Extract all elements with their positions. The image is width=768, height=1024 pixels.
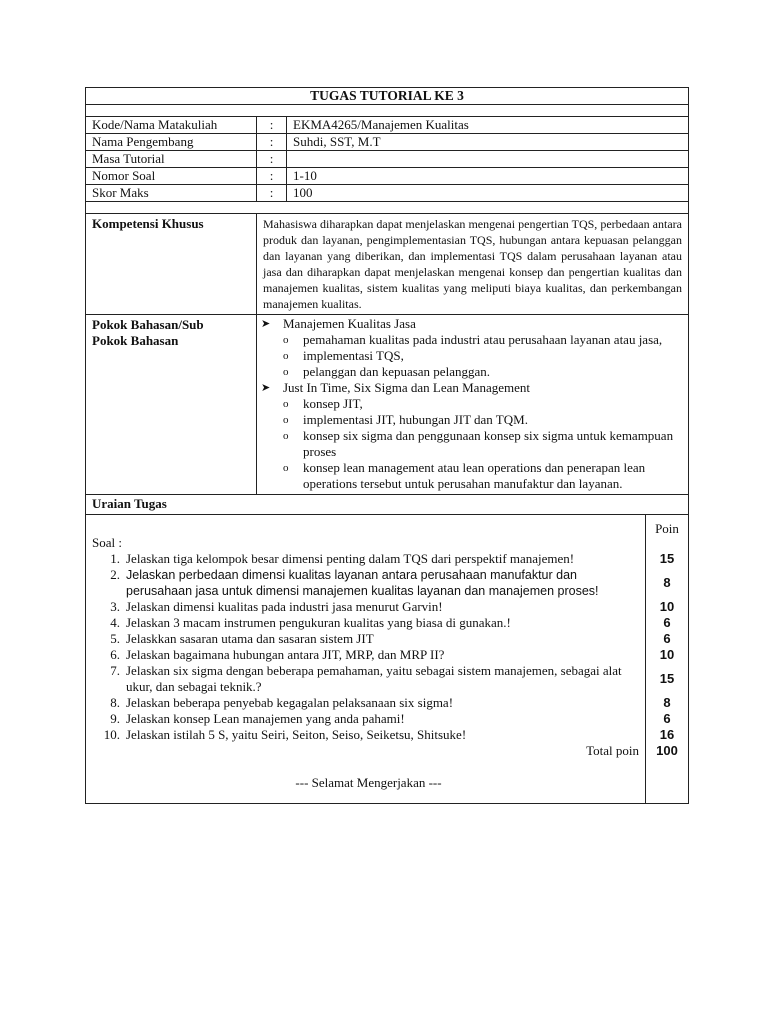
question-number: 3. [110,599,120,614]
info-value: EKMA4265/Manajemen Kualitas [287,117,689,134]
info-value [287,151,689,168]
subtopic-item [257,332,682,348]
subtopic-item [257,396,682,412]
question-text: Jelaskan tiga kelompok besar dimensi penting dalam TQS dari perspektif manajemen! [126,551,575,566]
info-row [86,185,689,202]
question-row [92,631,645,647]
question-text: Jelaskan 3 macam instrumen pengukuran kualitas yang biasa di gunakan.! [126,615,511,630]
total-value: 100 [656,743,678,758]
question-row [92,551,645,567]
kompetensi-paragraph: Mahasiswa diharapkan dapat menjelaskan mengenai pengertian TQS, perbedaan antara produk dan layanan, pengimplementasian TQS, hubungan antara kepuasan pelanggan dan layanan yang diberikan, dan implementasi TQS dalam perusahaan layanan atau jasa dan diharapkan dapat menjelaskan mengenai konsep dan pengertian kualitas dan manajemen kualitas, sistem kualitas yang meliputi biaya kualitas, dan perkembangan manajemen kualitas. [263,217,682,311]
subtopic-text: implementasi JIT, hubungan JIT dan TQM. [303,412,528,427]
poin-header: Poin [655,521,679,536]
info-row [86,168,689,185]
question-number: 7. [110,663,120,678]
question-number: 8. [110,695,120,710]
pokok-label-line1: Pokok Bahasan/Sub [92,317,204,332]
question-points: 6 [663,615,671,630]
question-number: 10. [103,727,120,742]
subtopic-item [257,428,682,460]
uraian-label: Uraian Tugas [86,495,689,515]
info-colon: : [257,168,287,185]
question-row [92,663,645,695]
topic-list [257,316,682,492]
total-label: Total poin [586,743,639,758]
info-colon: : [257,117,287,134]
subtopic-text: konsep JIT, [303,396,363,411]
pokok-content [257,315,689,495]
question-number: 5. [110,631,120,646]
closing-text: --- Selamat Mengerjakan --- [295,775,442,790]
question-points: 6 [663,631,671,646]
subtopic-list [257,332,682,380]
pokok-label [86,315,257,495]
spacer-row [86,202,689,214]
info-colon: : [257,185,287,202]
info-colon: : [257,151,287,168]
topic-item [257,380,682,492]
subtopic-text: pemahaman kualitas pada industri atau perusahaan layanan atau jasa, [303,332,663,347]
kompetensi-row [86,214,689,315]
question-row [92,727,645,743]
subtopic-text: implementasi TQS, [303,348,404,363]
points-list [646,551,688,743]
topic-item [257,316,682,380]
info-value: 1-10 [287,168,689,185]
question-number: 6. [110,647,120,662]
pokok-label-line2: Pokok Bahasan [92,333,179,348]
subtopic-text: pelanggan dan kepuasan pelanggan. [303,364,490,379]
subtopic-item [257,348,682,364]
question-points: 16 [659,727,675,742]
question-points: 15 [659,671,675,686]
info-row [86,117,689,134]
subtopic-list [257,396,682,492]
arrow-bullet-icon: ➤ [261,318,271,330]
info-row [86,134,689,151]
spacer-row [86,105,689,117]
question-row [92,647,645,663]
question-text: Jelaskan beberapa penyebab kegagalan pelaksanaan six sigma! [126,695,454,710]
circle-bullet-icon: o [283,414,289,426]
soal-label: Soal : [92,535,122,550]
subtopic-item [257,460,682,492]
subtopic-text: konsep six sigma dan penggunaan konsep six sigma untuk kemampuan proses [303,428,674,459]
circle-bullet-icon: o [283,462,289,474]
info-label: Nomor Soal [86,168,257,185]
points-column [646,515,688,803]
question-text: Jelaskan dimensi kualitas pada industri jasa menurut Garvin! [126,599,443,614]
question-number: 2. [110,567,120,582]
circle-bullet-icon: o [283,430,289,442]
questions-area [86,515,646,803]
circle-bullet-icon: o [283,334,289,346]
document-title: TUGAS TUTORIAL KE 3 [86,88,689,105]
subtopic-item [257,412,682,428]
question-points: 8 [663,695,671,710]
subtopic-item [257,364,682,380]
info-value: Suhdi, SST, M.T [287,134,689,151]
info-label: Masa Tutorial [86,151,257,168]
topic-title: Just In Time, Six Sigma dan Lean Management [283,380,530,395]
question-points: 10 [659,647,675,662]
question-text: Jelaskan six sigma dengan beberapa pemahaman, yaitu sebagai sistem manajemen, sebagai alat ukur, dan sebagai teknik.? [126,663,622,694]
question-number: 9. [110,711,120,726]
question-text: Jelaskan bagaimana hubungan antara JIT, MRP, dan MRP II? [126,647,445,662]
question-row [92,599,645,615]
question-number: 1. [110,551,120,566]
question-text: Jelaskan konsep Lean manajemen yang anda pahami! [126,711,405,726]
question-row [92,695,645,711]
kompetensi-text [257,214,689,315]
question-row [92,711,645,727]
kompetensi-label: Kompetensi Khusus [86,214,257,315]
question-points: 6 [663,711,671,726]
question-text: Jelaskkan sasaran utama dan sasaran sistem JIT [126,631,374,646]
info-label: Skor Maks [86,185,257,202]
question-points: 10 [659,599,675,614]
info-value: 100 [287,185,689,202]
question-number: 4. [110,615,120,630]
question-row [92,615,645,631]
subtopic-text: konsep lean management atau lean operations dan penerapan lean operations tersebut untuk perusahan manufaktur dan layanan. [303,460,646,491]
info-label: Kode/Nama Matakuliah [86,117,257,134]
circle-bullet-icon: o [283,366,289,378]
question-row [92,567,645,599]
circle-bullet-icon: o [283,350,289,362]
question-text: Jelaskan perbedaan dimensi kualitas layanan antara perusahaan manufaktur dan perusahaan jasa untuk dimensi manajemen kualitas layanan dan manajemen proses! [126,568,599,598]
topic-title: Manajemen Kualitas Jasa [283,316,416,331]
tutorial-table [85,87,689,804]
info-row [86,151,689,168]
pokok-row [86,315,689,495]
question-points: 8 [663,575,671,590]
info-label: Nama Pengembang [86,134,257,151]
circle-bullet-icon: o [283,398,289,410]
uraian-content [86,515,689,804]
info-colon: : [257,134,287,151]
question-points: 15 [659,551,675,566]
uraian-row [86,515,689,804]
arrow-bullet-icon: ➤ [261,382,271,394]
question-list [92,551,645,743]
question-text: Jelaskan istilah 5 S, yaitu Seiri, Seiton, Seiso, Seiketsu, Shitsuke! [126,727,467,742]
